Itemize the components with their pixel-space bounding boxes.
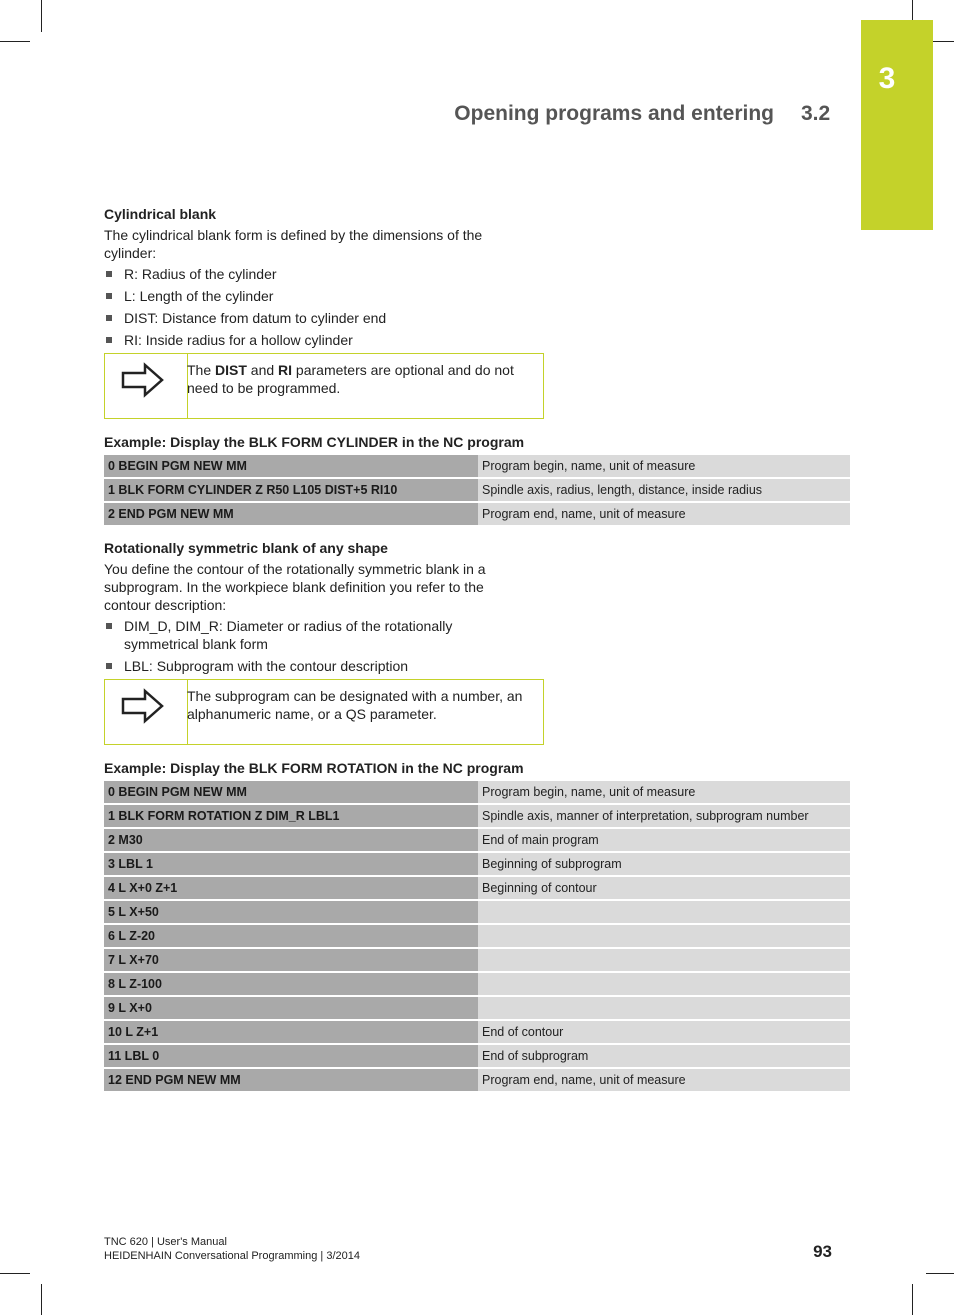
list-item-text: LBL: Subprogram with the contour description — [124, 658, 409, 674]
rotational-intro: You define the contour of the rotationally symmetric blank in a subprogram. In the workpiece blank definition you refer to the contour description: — [104, 561, 486, 613]
bullet-square-icon — [106, 293, 112, 299]
bullet-square-icon — [106, 663, 112, 669]
table-row — [104, 997, 850, 1019]
footer-manual-subtitle: HEIDENHAIN Conversational Programming | 3/2014 — [104, 1250, 360, 1262]
table-row — [104, 829, 850, 851]
nc-code-cell: 11 LBL 0 — [104, 1045, 478, 1067]
nc-description-cell — [478, 901, 850, 923]
nc-description-cell — [478, 997, 850, 1019]
footer-manual-title: TNC 620 | User's Manual — [104, 1236, 227, 1248]
list-item-text: R: Radius of the cylinder — [124, 266, 277, 282]
nc-code-cell: 5 L X+50 — [104, 901, 478, 923]
nc-description-cell: Spindle axis, radius, length, distance, inside radius — [478, 479, 850, 501]
bullet-square-icon — [106, 623, 112, 629]
nc-description-cell: Beginning of contour — [478, 877, 850, 899]
table-row — [104, 1021, 850, 1043]
list-item — [104, 287, 544, 305]
list-item — [104, 309, 544, 327]
arrow-right-icon — [121, 362, 165, 398]
nc-code-cell: 8 L Z-100 — [104, 973, 478, 995]
footer — [104, 1235, 360, 1263]
nc-description-cell: End of subprogram — [478, 1045, 850, 1067]
chapter-tab — [861, 20, 933, 230]
nc-description-cell — [478, 973, 850, 995]
bullet-square-icon — [106, 337, 112, 343]
nc-code-cell: 1 BLK FORM ROTATION Z DIM_R LBL1 — [104, 805, 478, 827]
bullet-square-icon — [106, 315, 112, 321]
crop-mark — [41, 1284, 42, 1315]
nc-description-cell: Program end, name, unit of measure — [478, 503, 850, 525]
nc-description-cell: Beginning of subprogram — [478, 853, 850, 875]
table-row — [104, 877, 850, 899]
note-text-part: parameters are optional and do not need to be programmed. — [187, 362, 514, 396]
table-row — [104, 973, 850, 995]
nc-description-cell: Program begin, name, unit of measure — [478, 455, 850, 477]
list-item-text: DIM_D, DIM_R: Diameter or radius of the rotationally symmetrical blank form — [124, 618, 453, 652]
nc-code-cell: 1 BLK FORM CYLINDER Z R50 L105 DIST+5 RI10 — [104, 479, 478, 501]
table-row — [104, 479, 850, 501]
nc-code-cell: 7 L X+70 — [104, 949, 478, 971]
main-content — [104, 205, 850, 1093]
cylindrical-heading: Cylindrical blank — [104, 206, 217, 222]
note-text-part: The — [187, 362, 216, 378]
table-row — [104, 925, 850, 947]
example1-title: Example: Display the BLK FORM CYLINDER in the NC program — [104, 434, 525, 450]
note-term-dist: DIST — [215, 362, 247, 378]
table-row — [104, 853, 850, 875]
nc-description-cell: Program end, name, unit of measure — [478, 1069, 850, 1091]
note-text: The subprogram can be designated with a number, an alphanumeric name, or a QS parameter. — [187, 688, 523, 722]
table-row — [104, 503, 850, 525]
table-row — [104, 805, 850, 827]
nc-description-cell — [478, 949, 850, 971]
cylindrical-intro: The cylindrical blank form is defined by the dimensions of the cylinder: — [104, 227, 483, 261]
nc-description-cell: Program begin, name, unit of measure — [478, 781, 850, 803]
nc-code-cell: 10 L Z+1 — [104, 1021, 478, 1043]
note-text — [187, 361, 532, 397]
crop-mark — [0, 1273, 30, 1274]
cylindrical-bullet-list — [104, 265, 544, 349]
table-row — [104, 1069, 850, 1091]
nc-code-cell: 9 L X+0 — [104, 997, 478, 1019]
list-item-text: L: Length of the cylinder — [124, 288, 274, 304]
nc-code-cell: 12 END PGM NEW MM — [104, 1069, 478, 1091]
nc-code-cell: 2 M30 — [104, 829, 478, 851]
list-item — [104, 331, 544, 349]
example2-title: Example: Display the BLK FORM ROTATION in the NC program — [104, 760, 524, 776]
nc-code-cell: 0 BEGIN PGM NEW MM — [104, 455, 478, 477]
table-row — [104, 1045, 850, 1067]
note-text-part: and — [246, 362, 279, 378]
page-header-section: 3.2 — [801, 102, 831, 125]
list-item — [104, 265, 544, 283]
crop-mark — [41, 0, 42, 32]
crop-mark — [912, 0, 913, 20]
table-row — [104, 949, 850, 971]
table-row — [104, 901, 850, 923]
rotational-heading: Rotationally symmetric blank of any shape — [104, 540, 388, 556]
bullet-square-icon — [106, 271, 112, 277]
nc-code-cell: 0 BEGIN PGM NEW MM — [104, 781, 478, 803]
chapter-number: 3 — [878, 62, 896, 95]
example2-table — [104, 779, 850, 1093]
crop-mark — [926, 1273, 954, 1274]
page-number: 93 — [813, 1242, 832, 1261]
table-row — [104, 455, 850, 477]
arrow-right-icon — [121, 688, 165, 724]
nc-code-cell: 3 LBL 1 — [104, 853, 478, 875]
list-item — [104, 657, 544, 675]
nc-description-cell: End of main program — [478, 829, 850, 851]
note-box — [104, 353, 544, 419]
nc-code-cell: 2 END PGM NEW MM — [104, 503, 478, 525]
note-term-ri: RI — [278, 362, 293, 378]
nc-code-cell: 6 L Z-20 — [104, 925, 478, 947]
list-item-text: RI: Inside radius for a hollow cylinder — [124, 332, 353, 348]
page-header-title: Opening programs and entering — [454, 102, 774, 125]
nc-description-cell: Spindle axis, manner of interpretation, subprogram number — [478, 805, 850, 827]
nc-description-cell — [478, 925, 850, 947]
table-row — [104, 781, 850, 803]
example1-table — [104, 453, 850, 527]
list-item — [104, 617, 484, 653]
rotational-bullet-list — [104, 617, 544, 675]
crop-mark — [912, 1284, 913, 1315]
nc-code-cell: 4 L X+0 Z+1 — [104, 877, 478, 899]
nc-description-cell: End of contour — [478, 1021, 850, 1043]
list-item-text: DIST: Distance from datum to cylinder end — [124, 310, 387, 326]
crop-mark — [0, 41, 30, 42]
note-box — [104, 679, 544, 745]
